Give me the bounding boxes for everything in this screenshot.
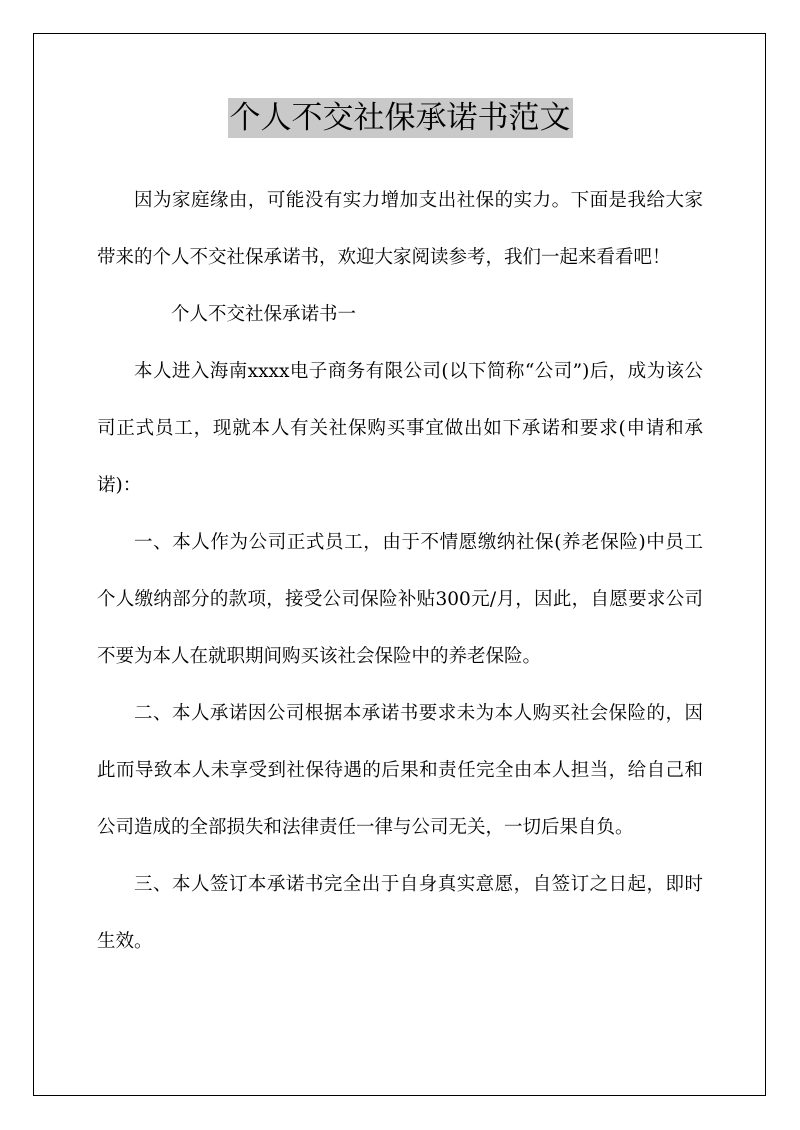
section-heading: 个人不交社保承诺书一 (171, 304, 357, 325)
intro-paragraph: 因为家庭缘由，可能没有实力增加支出社保的实力。下面是我给大家带来的个人不交社保承诺书，欢迎大家阅读参考，我们一起来看看吧！ (97, 190, 703, 268)
clause-2: 二、本人承诺因公司根据本承诺书要求未为本人购买社会保险的，因此而导致本人未享受到社保待遇的后果和责任完全由本人担当，给自己和公司造成的全部损失和法律责任一律与公司无关，一切后果自负。 (97, 703, 703, 838)
title-container (0, 98, 800, 138)
document-title: 个人不交社保承诺书范文 (229, 100, 571, 136)
document-body (97, 172, 703, 970)
body-paragraph: 本人进入海南xxxx电子商务有限公司(以下简称“公司”)后，成为该公司正式员工，现就本人有关社保购买事宜做出如下承诺和要求(申请和承诺)： (97, 361, 703, 496)
clause-1: 一、本人作为公司正式员工，由于不情愿缴纳社保(养老保险)中员工个人缴纳部分的款项，接受公司保险补贴300元/月，因此，自愿要求公司不要为本人在就职期间购买该社会保险中的养老保险。 (97, 532, 703, 667)
clause-3: 三、本人签订本承诺书完全出于自身真实意愿，自签订之日起，即时生效。 (97, 874, 703, 952)
